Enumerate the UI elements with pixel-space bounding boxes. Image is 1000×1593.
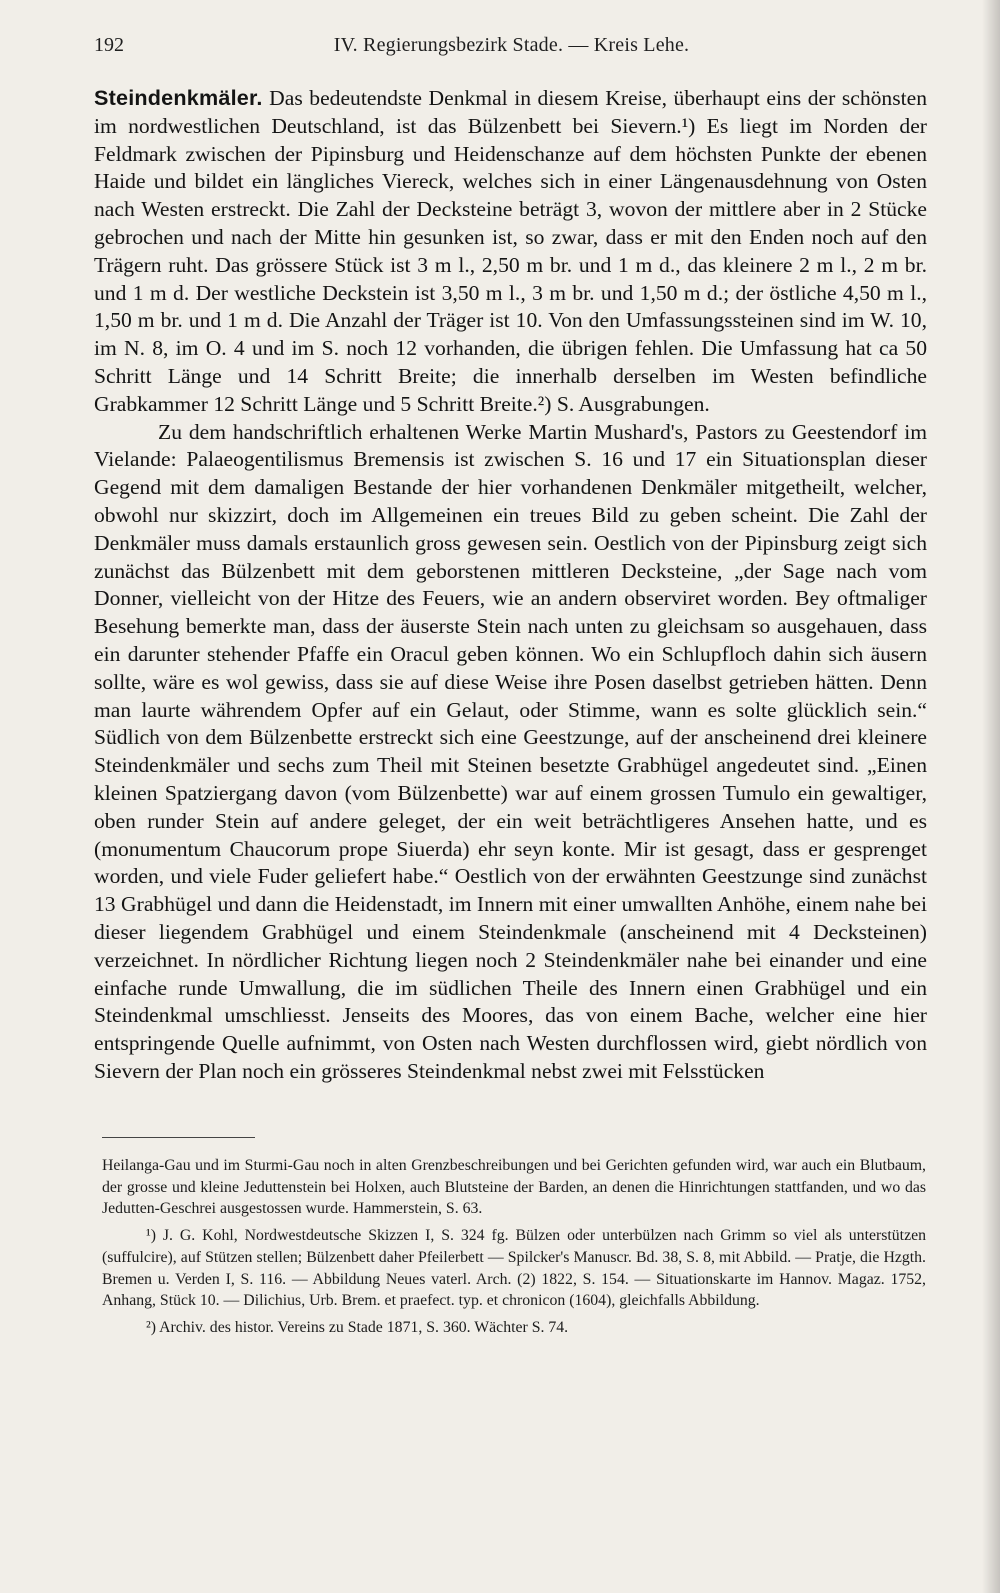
footnote-2: ²) Archiv. des histor. Vereins zu Stade 1871, S. 360. Wächter S. 74. — [146, 1318, 569, 1336]
body-paragraph-2: Zu dem handschriftlich erhaltenen Werke Martin Mushard's, Pastors zu Geestendorf im Vielande: Palaeogentilismus Bremensis ist zwischen S. 16 und 17 ein Situationsplan dieser Gegend mit dem damaligen Bestande der hier vorhandenen Denkmäler mitgetheilt, welcher, obwohl nur skizzirt, doch im Allgemeinen ein treues Bild zu geben scheint. Die Zahl der Denkmäler muss damals erstaunlich gross gewesen sein. Oestlich von der Pipinsburg zeigt sich zunächst das Bülzenbett mit dem geborstenen mittleren Decksteine, „der Sage nach vom Donner, vielleicht von der Hitze des Feuers, wie an andern observiret worden. Bey oftmaliger Besehung bemerkte man, dass der äuserste Stein nach unten zu gleichsam so ausgehauen, dass ein darunter stehender Pfaffe ein Oracul geben können. Wo ein Schlupfloch dahin sich äusern sollte, wäre es wol gewiss, dass sie auf diese Weise ihre Posen daselbst getrieben hätten. Denn man laurte währendem Opfer auf ein Gelaut, oder Stimme, wann es solte glücklich sein.“ Südlich von dem Bülzenbette erstreckt sich eine Geestzunge, auf der anscheinend drei kleinere Steindenkmäler und sechs zum Theil mit Steinen besetzte Grabhügel angedeutet sind. „Einen kleinen Spatziergang davon (vom Bülzenbette) war auf einem grossen Tumulo ein gewaltiger, oben runder Stein auf andere geleget, der ein weit beträchtligeres Ansehen hatte, und es (monumentum Chaucorum prope Siuerda) ehr seyn konte. Mir ist gesagt, dass er gesprenget worden, und viele Fuder geliefert habe.“ Oestlich von der erwähnten Geestzunge sind zunächst 13 Grabhügel und dann die Heidenstadt, im Innern mit einer umwallten Anhöhe, einem nahe bei dieser liegendem Grabhügel und einem Steindenkmale (anscheinend mit 4 Decksteinen) verzeichnet. In nördlicher Richtung liegen noch 2 Steindenkmäler nahe bei einander und eine einfache runde Umwallung, die im südlichen Theile des Innern einen Grabhügel und ein Steindenkmal umschliesst. Jenseits des Moores, das von einem Bache, welcher eine hier entspringende Quelle aufnimmt, von Osten nach Westen durchflossen wird, giebt nördlich von Sievern der Plan noch ein grösseres Steindenkmal nebst zwei mit Felsstücken — [94, 419, 927, 1083]
footnote-continuation: Heilanga-Gau und im Sturmi-Gau noch in alten Grenzbeschreibungen und bei Gerichten gefunden wird, war auch ein Blutbaum, der grosse und kleine Jeduttenstein bei Holxen, auch Blutsteine der Barden, an denen die Hinrichtungen stattfanden, und wo das Jedutten-Geschrei ausgestossen wurde. Hammerstein, S. 63. — [102, 1157, 926, 1218]
body-paragraph-1 — [94, 84, 927, 419]
footnote-divider — [102, 1137, 255, 1138]
page-edge-shadow — [982, 0, 1000, 1593]
footnote-1: ¹) J. G. Kohl, Nordwestdeutsche Skizzen I, S. 324 fg. Bülzen oder unterbülzen nach Grimm so viel als unterstützen (suffulcire), auf Stützen stellen; Bülzenbett daher Pfeilerbett — Spilcker's Manuscr. Bd. 38, S. 8, mit Abbild. — Pratje, die Hzgth. Bremen u. Verden I, S. 116. — Abbildung Neues vaterl. Arch. (2) 1822, S. 154. — Situationskarte im Hannov. Magaz. 1752, Anhang, Stück 10. — Dilichius, Urb. Brem. et praefect. typ. et chronicon (1604), gleichfalls Abbildung. — [102, 1227, 926, 1310]
page-number: 192 — [94, 34, 124, 56]
running-head: IV. Regierungsbezirk Stade. — Kreis Lehe. — [333, 34, 690, 56]
main-text — [94, 84, 927, 1086]
page-header — [94, 34, 929, 62]
footnotes — [102, 1155, 926, 1344]
body-paragraph-1-text: Das bedeutendste Denkmal in diesem Kreise, überhaupt eins der schönsten im nordwestlichen Deutschland, ist das Bülzenbett bei Sievern.¹) Es liegt im Norden der Feldmark zwischen der Pipinsburg und Heidenschanze auf dem höchsten Punkte der ebenen Haide und bildet ein längliches Viereck, welches sich in einer Längenausdehnung von Osten nach Westen erstreckt. Die Zahl der Decksteine beträgt 3, wovon der mittlere aber in 2 Stücke gebrochen und nach der Mitte hin gesunken ist, so zwar, dass er mit den Enden noch auf den Trägern ruht. Das grössere Stück ist 3 m l., 2,50 m br. und 1 m d., das kleinere 2 m l., 2 m br. und 1 m d. Der westliche Deckstein ist 3,50 m l., 3 m br. und 1,50 m d.; der östliche 4,50 m l., 1,50 m br. und 1 m d. Die Anzahl der Träger ist 10. Von den Umfassungssteinen sind im W. 10, im N. 8, im O. 4 und im S. noch 12 vorhanden, die übrigen fehlen. Die Umfassung hat ca 50 Schritt Länge und 14 Schritt Breite; die innerhalb derselben im Westen befindliche Grabkammer 12 Schritt Länge und 5 Schritt Breite.²) S. Ausgrabungen. — [94, 86, 927, 416]
section-heading: Steindenkmäler. — [94, 85, 263, 110]
